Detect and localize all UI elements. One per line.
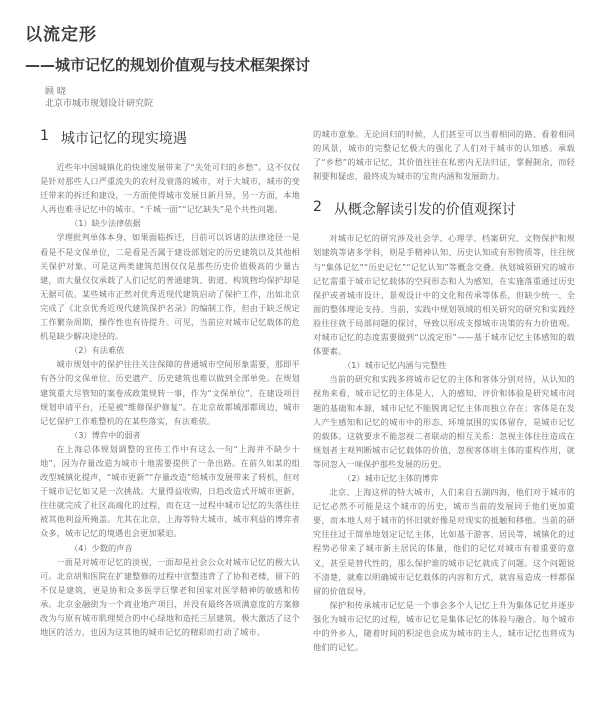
- subsection-1-1-title: （1）缺少法律依据: [70, 218, 141, 229]
- section-1-intro: 近些年中国城镇化的快速发展带来了“失处可归的乡愁”。这不仅仅是针对那些人口严重流失的农村及衰落的城市，对于大城市，城市的变迁带来的拆迁和建设，一方面使得城市发展日新月异，另一方面，本地人再也难寻记忆中的城市。“千城一面”“记忆缺失”是个共性问题。: [40, 162, 300, 215]
- subsection-1-4-text: 一面是对城市记忆的淡视，一面却是社会公众对城市记忆的极大认可。北京胡和医院在扩建整修的过程中宣整违背了了协和老楼，留下的不仅是建筑，更是协和众多医学巨擘老和国家对医学精神的敏感和传承。北京金融街为一个商业地产项目，并没有最终各项满意度的方案修改为与原有城市肌理契合的中心绿地和造托三层建筑，极大激活了这个地区的活力，也因为这其他的城市记忆的精彩而打动了城市。: [40, 556, 300, 638]
- left-column: [40, 128, 300, 639]
- section-2-number: 2: [313, 199, 322, 216]
- section-2-title: 从概念解读引发的价值观探讨: [333, 202, 516, 219]
- subsection-1-1-text: 学理批判单体本身，如果面临拆迁，目前可以诉诸的法律途径一是看是不是文保单位，二是看是否属于建设部划定的历史建筑以及其他相关保护对象。可是这两类建筑范围仅仅是那些历史价值极高的少量古建，而大量仅仅承载了人们记忆的普通建筑、街道、构筑物均保护却是无据可依。某些城市正然对优秀近现代建筑启动了保护工作，出如北京完成了《北京优秀近现代建筑保护名录》的编制工作，但由于缺乏规定工作繁杂周期，操作性也有待提升。可见，当前应对城市记忆载体的危机是缺少解决途径的。: [40, 232, 300, 342]
- author-name: 顾 晓: [45, 87, 66, 97]
- author-affiliation: 北京市城市规划设计研究院: [45, 99, 154, 109]
- section-1-title: 城市记忆的现实境遇: [60, 131, 187, 147]
- section-1-continuation: 的城市意象。无论回归的时候，人们甚至可以当着相同的路、看着相同的风景，城市的完整记忆极大的强化了人们对于城市的认知感。承载了“乡愁”的城市记忆，其价值往往在私密内无法归证，掌握制余，而轻制要和疑虑，最终成为城市的宝贵内涵和发展助力。: [313, 129, 575, 182]
- subsection-1-4-title: （4）少数的声音: [70, 542, 133, 553]
- section-1-heading: [40, 128, 300, 148]
- section-1-number: 1: [40, 128, 49, 144]
- subsection-2-2-title: （2）城市记忆主体的博弈: [343, 472, 439, 483]
- article-title: 以流定形: [25, 25, 97, 45]
- subsection-2-1-text: 当前的研究和实践多将城市记忆的主体和客体分别对待，从认知的视角来看，城市记忆的主体是人，人的感知、评价和体验是研究城市问题的基础和本源，城市记忆不能脱离记忆主体而独立存在；客体是在发人产生感知和记忆的城市中的形态、环境氛围的实体留存，是城市记忆的载体。这就要求不能忽视二者联动的相互关系：忽视主体往往造成在规划者主观判断城市记忆载体的价值，忽视客体则主体的重构作用，就等同忽入一味保护那些发展的历史。: [313, 374, 575, 469]
- subsection-2-2-text: 北京、上海这样的特大城市，人们来自五湖四海，他们对于城市的记忆必然不可能是这个城市的历史，城市当前的发展同于他们更加重要，而本地人对于城市的怀旧就好像是对现实的抵触和移植。当前的研究往往过于简单地划定记忆主体，比如基于游客、居民等，城镇化的过程势必带来了城市新主居民的体量，他们的记忆对城市有着重要的意义，甚至是替代性的，那么保护谁的城市记忆就成了问题。这个问题说不清楚，就难以明确城市记忆载体的内容和方式，就容易造成一样都保留的价值误导。: [313, 487, 575, 596]
- section-2-tail: 保护和传承城市记忆是一个事会多个人记忆上升为集体记忆并逐步强化为城市记忆的过程，城市记忆是集体记忆的体验与融合。每个城市中的外乡人，随着时间的积淀也会成为城市的主人，城市记忆也将成为他们的记忆。: [313, 599, 575, 653]
- subsection-1-3-title: （3）博弈中的弱者: [70, 429, 141, 440]
- article-subtitle: ——城市记忆的规划价值观与技术框架探讨: [25, 56, 311, 74]
- subsection-1-3-text: 在上海总体规划调整的宣传工作中有这么一句“上海并不缺少十地”，因为存量改造为城市十地需要提供了一条出路。在前久如某的组改型城镇化提声，“城市更新”“存量改造”给城市发展带来了转机，但对于城市记忆如又是一次挑战。大量得益收购，日趋改造式开城市更新，往往就完成了社区高端化的过程，而在这一过程中城市记忆的失落往往被其他利益所掩盖。尤其在北京，上海等特大城市，城市利益的博弈者众多，城市记忆的境遇也会更加紧迫。: [40, 443, 300, 539]
- section-2-heading: [313, 199, 575, 219]
- author-block: [45, 86, 153, 110]
- subsection-1-2-title: （2）有法难依: [70, 345, 125, 356]
- subsection-1-2-text: 城市规划中的保护往往关注保障的普通城市空间形象需要，那即平有各分的文保单位、历史遗产、历史建筑也难以做到全部单免。在规划建筑重大尽管知的案卷成政策规转一事，作为“文保单位”，在建设项目规划申请平台，还是被“维修保护修复”。在北京故都城部都周边，城市记忆保护工作难整机的在某些落实，有法难依。: [40, 359, 300, 426]
- right-column: [313, 127, 575, 654]
- section-2-intro: 对城市记忆的研究涉及社会学、心理学、档案研究、文物保护和规划建筑等诸多学科，则是手精神认知、历史认知或有形物质等，往往统与“集体记忆”“历史记忆”“记忆认知”等概念交叠。执划城领研究的城市记忆需重于城市记忆载体的空间形态和人为感知，在实施落重通过历史保护或者城市设计、景观设计中的文化和传承等体系，但缺少统一、全面的整体理论支持。当前，实践中规划领域的相关研究的研究和实践经验往往就于局部问题的探讨，导致以形成支撑城市决策的有力价值观。对城市记忆的态度需要做到“以流定形”——基于城市记忆主体感知的载体要素。: [313, 233, 575, 357]
- subsection-2-1-title: （1）城市记忆内涵与完整性: [343, 360, 447, 371]
